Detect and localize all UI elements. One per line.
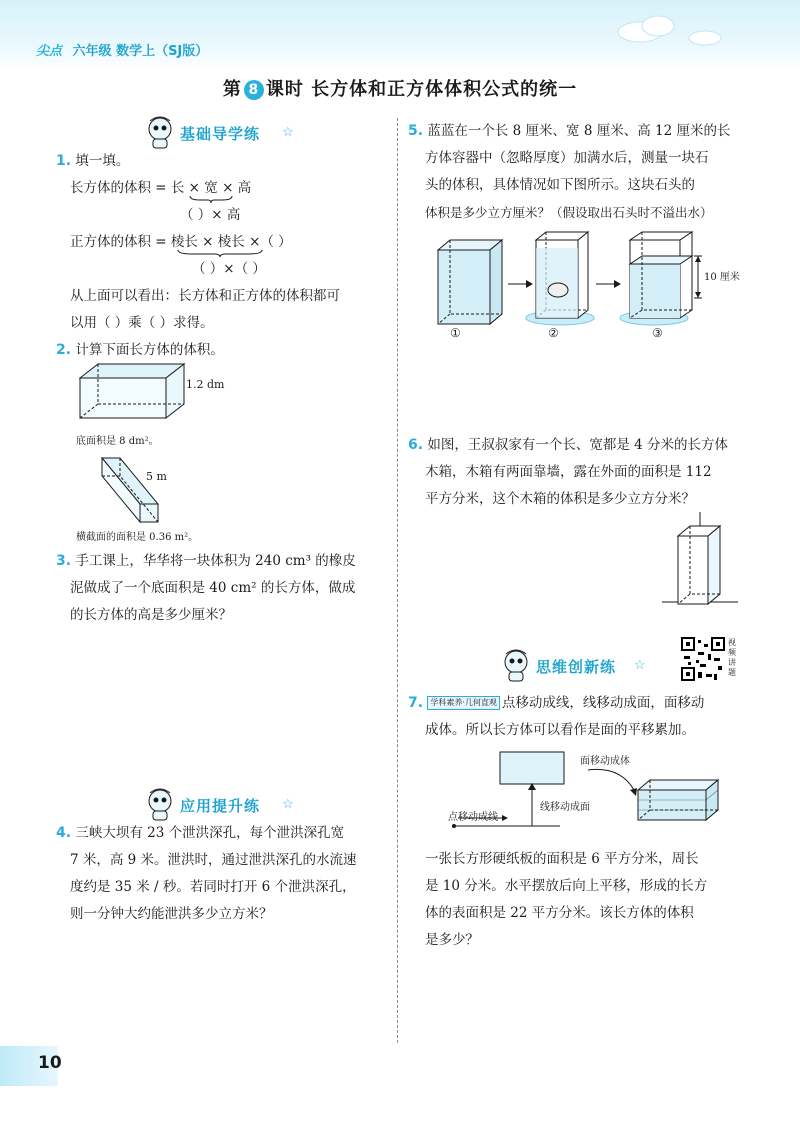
q7-label-line-to-face: 线移动成面 <box>540 802 590 813</box>
mascot-icon <box>142 115 178 149</box>
q1-prompt <box>56 148 129 175</box>
mascot-icon <box>498 648 534 682</box>
q5-label-2: ② <box>548 326 559 340</box>
q7-label-point-to-line: 点移动成线 <box>448 812 498 823</box>
q5-figure <box>430 228 750 326</box>
fig2-caption: 横截面的面积是 0.36 m²。 <box>76 532 199 543</box>
question-number: 1. <box>56 153 72 169</box>
fig1-caption: 底面积是 8 dm²。 <box>76 436 159 447</box>
q5-label-3: ③ <box>652 326 663 340</box>
q4-line4: 则一分钟大约能泄洪多少立方米？ <box>70 906 273 922</box>
brand-logo: 尖点 <box>36 44 63 59</box>
title-suffix: 课时 长方体和正方体体积公式的统一 <box>265 79 578 100</box>
q6-line2: 木箱，木箱有两面靠墙，露在外面的面积是 112 <box>425 464 712 480</box>
header-text <box>36 40 208 59</box>
q6-line1 <box>408 432 728 459</box>
question-text: 手工课上，华华将一块体积为 240 cm³ 的橡皮 <box>75 553 356 569</box>
q4-line2: 7 米，高 9 米。泄洪时，通过泄洪深孔的水流速 <box>70 852 357 868</box>
q3-line3: 的长方体的高是多少厘米？ <box>70 607 232 623</box>
qr-code-icon[interactable] <box>680 636 726 682</box>
star-icon: ☆ <box>282 797 294 812</box>
q5-line2: 方体容器中（忽略厚度）加满水后，测量一块石 <box>425 150 709 166</box>
section-header-apply <box>142 787 302 821</box>
q3-line2: 泥做成了一个底面积是 40 cm² 的长方体，做成 <box>70 580 356 596</box>
q7-line5: 体的表面积是 22 平方分米。该长方体的体积 <box>425 905 694 921</box>
cuboid-figure-2 <box>100 456 160 524</box>
q7-line4: 是 10 分米。水平摆放后向上平移，形成的长方 <box>425 878 708 894</box>
question-number: 5. <box>408 123 424 139</box>
q5-dim-label: 10 厘米 <box>704 272 740 283</box>
q5-label-1: ① <box>450 326 461 340</box>
q6-box-figure <box>660 510 740 614</box>
question-text: 如图，王叔叔家有一个长、宽都是 4 分米的长方体 <box>427 437 729 453</box>
q6-line3: 平方分米，这个木箱的体积是多少立方分米？ <box>425 491 695 507</box>
fig2-length-label: 5 m <box>146 470 167 483</box>
question-text: 计算下面长方体的体积。 <box>75 342 224 358</box>
q5-line3: 头的体积，具体情况如下图所示。这块石头的 <box>425 177 695 193</box>
q5-line4: 体积是多少立方厘米？（假设取出石头时不溢出水） <box>425 205 713 220</box>
page-number: 10 <box>38 1053 62 1073</box>
question-text: 点移动成线，线移动成面，面移动 <box>501 695 705 711</box>
question-number: 7. <box>408 695 424 711</box>
literacy-tag: 学科素养·几何直观 <box>427 696 500 710</box>
q7-line6: 是多少？ <box>425 932 479 948</box>
section-title: 基础导学练 <box>180 125 261 143</box>
q1-line6: 以用（ ）乘（ ）求得。 <box>70 315 214 331</box>
column-divider <box>397 118 398 1043</box>
question-number: 4. <box>56 825 72 841</box>
star-icon: ☆ <box>282 125 294 140</box>
question-text: 三峡大坝有 23 个泄洪深孔，每个泄洪深孔宽 <box>75 825 345 841</box>
cuboid-figure-1 <box>76 360 188 422</box>
section-header-think <box>498 648 658 682</box>
star-icon: ☆ <box>634 658 646 673</box>
q3-line1 <box>56 548 356 575</box>
question-number: 3. <box>56 553 72 569</box>
q7-line1 <box>408 690 704 717</box>
q7-label-face-to-solid: 面移动成体 <box>580 756 630 767</box>
title-prefix: 第 <box>222 79 242 100</box>
q7-line2: 成体。所以长方体可以看作是面的平移累加。 <box>425 722 695 738</box>
q7-line3: 一张长方形硬纸板的面积是 6 平方分米，周长 <box>425 851 699 867</box>
q4-line1 <box>56 820 344 847</box>
section-title: 思维创新练 <box>536 658 617 676</box>
mascot-icon <box>142 787 178 821</box>
question-number: 2. <box>56 342 72 358</box>
q4-line3: 度约是 35 米 / 秒。若同时打开 6 个泄洪深孔， <box>70 879 356 895</box>
q1-line4: （ ）×（ ） <box>192 261 266 277</box>
section-header-basic <box>142 115 302 149</box>
section-title: 应用提升练 <box>180 797 261 815</box>
cloud-decoration-icon <box>610 10 730 50</box>
page-title <box>0 75 800 101</box>
fig1-height-label: 1.2 dm <box>186 378 225 391</box>
q1-line2: （ ）× 高 <box>180 207 241 223</box>
q1-line5: 从上面可以看出：长方体和正方体的体积都可 <box>70 288 340 304</box>
book-subtitle: 六年级 数学上（SJ版） <box>72 44 209 59</box>
question-text: 填一填。 <box>75 153 130 169</box>
q1-line3: 正方体的体积 = 棱长 × 棱长 ×（ ） <box>70 234 292 250</box>
question-number: 6. <box>408 437 424 453</box>
question-text: 蓝蓝在一个长 8 厘米、宽 8 厘米、高 12 厘米的长 <box>427 123 731 139</box>
qr-label: 视频讲题 <box>728 638 736 677</box>
lesson-number-badge: 8 <box>244 80 264 100</box>
q5-line1 <box>408 118 730 145</box>
q1-line1: 长方体的体积 = 长 × 宽 × 高 <box>70 180 252 196</box>
